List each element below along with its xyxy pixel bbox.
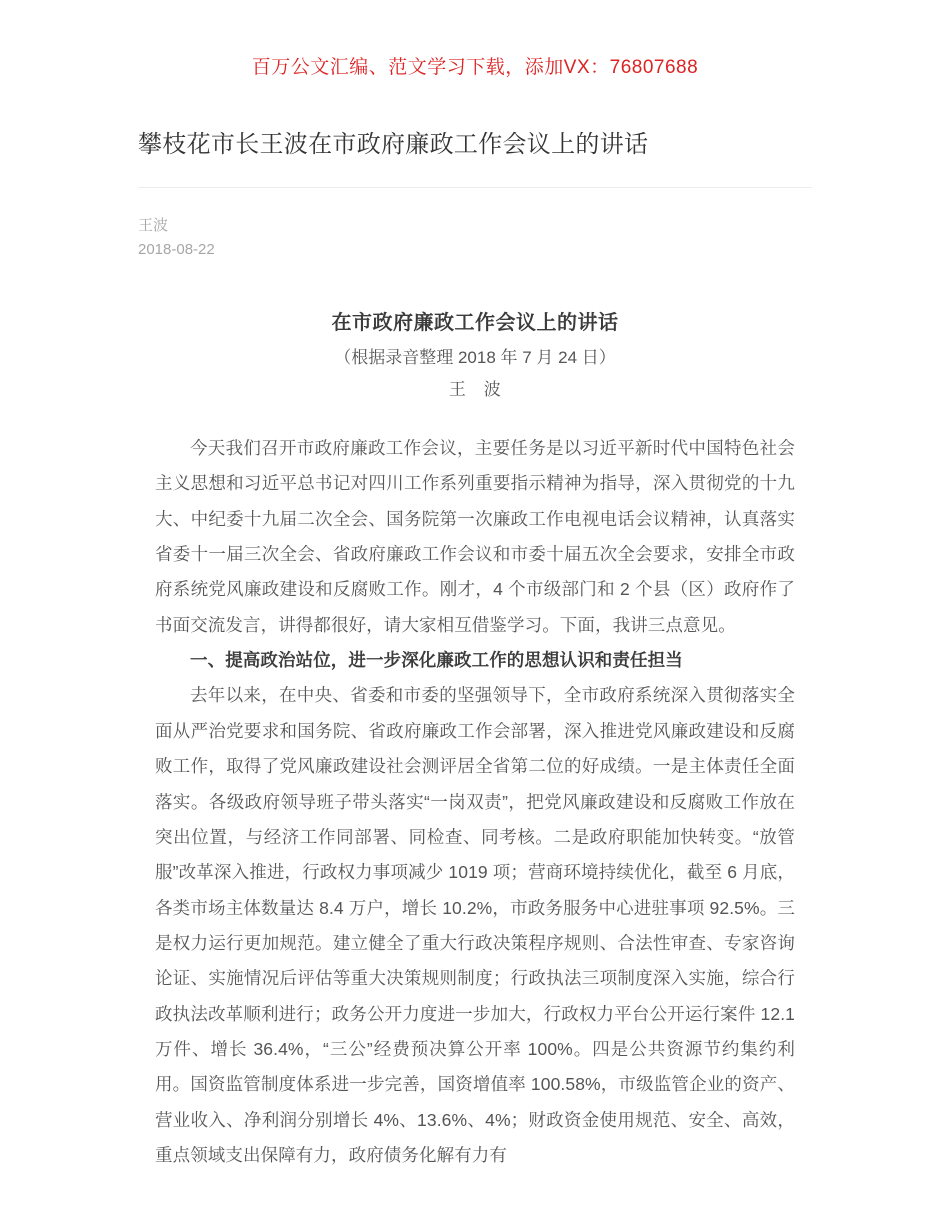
section-heading: 一、提高政治站位，进一步深化廉政工作的思想认识和责任担当	[190, 650, 683, 671]
article-date: 2018-08-22	[138, 240, 215, 258]
article-meta	[138, 214, 812, 263]
page-title: 攀枝花市长王波在市政府廉政工作会议上的讲话	[138, 130, 649, 158]
promo-banner-text: 百万公文汇编、范文学习下载，添加VX：76807688	[251, 57, 699, 78]
paragraph: 今天我们召开市政府廉政工作会议，主要任务是以习近平新时代中国特色社会主义思想和习近平总书记对四川工作系列重要指示精神为指导，深入贯彻党的十九大、中纪委十九届二次全会、国务院第一次廉政工作电视电话会议精神，认真落实省委十一届三次全会、省政府廉政工作会议和市委十届五次全会要求，安排全市政府系统党风廉政建设和反腐败工作。刚才，4 个市级部门和 2 个县（区）政府作了书面交流发言，讲得都很好，请大家相互借鉴学习。下面，我讲三点意见。	[155, 438, 795, 635]
article-header	[138, 80, 812, 262]
document-subheading: （根据录音整理 2018 年 7 月 24 日）	[334, 348, 616, 368]
promo-banner	[0, 0, 950, 80]
article-author: 王波	[138, 216, 169, 234]
document-author-line: 王 波	[448, 379, 502, 399]
title-divider	[138, 187, 812, 188]
document-heading: 在市政府廉政工作会议上的讲话	[331, 312, 619, 335]
paragraph: 去年以来，在中央、省委和市委的坚强领导下，全市政府系统深入贯彻落实全面从严治党要求和国务院、省政府廉政工作会部署，深入推进党风廉政建设和反腐败工作，取得了党风廉政建设社会测评居全省第二位的好成绩。一是主体责任全面落实。各级政府领导班子带头落实“一岗双责”，把党风廉政建设和反腐败工作放在突出位置，与经济工作同部署、同检查、同考核。二是政府职能加快转变。“放管服”改革深入推进，行政权力事项减少 1019 项；营商环境持续优化，截至 6 月底，各类市场主体数量达 8.4 万户，增长 10.2%，市政务服务中心进驻事项 92.5%。三是权力运行更加规范。建立健全了重大行政决策程序规则、合法性审查、专家咨询论证、实施情况后评估等重大决策规则制度；行政执法三项制度深入实施，综合行政执法改革顺利进行；政务公开力度进一步加大，行政权力平台公开运行案件 12.1 万件、增长 36.4%，“三公”经费预决算公开率 100%。四是公共资源节约集约利用。国资监管制度体系进一步完善，国资增值率 100.58%，市级监管企业的资产、营业收入、净利润分别增长 4%、13.6%、4%；财政资金使用规范、安全、高效，重点领域支出保障有力，政府债务化解有力有	[155, 685, 795, 1165]
document-body	[155, 262, 795, 1173]
